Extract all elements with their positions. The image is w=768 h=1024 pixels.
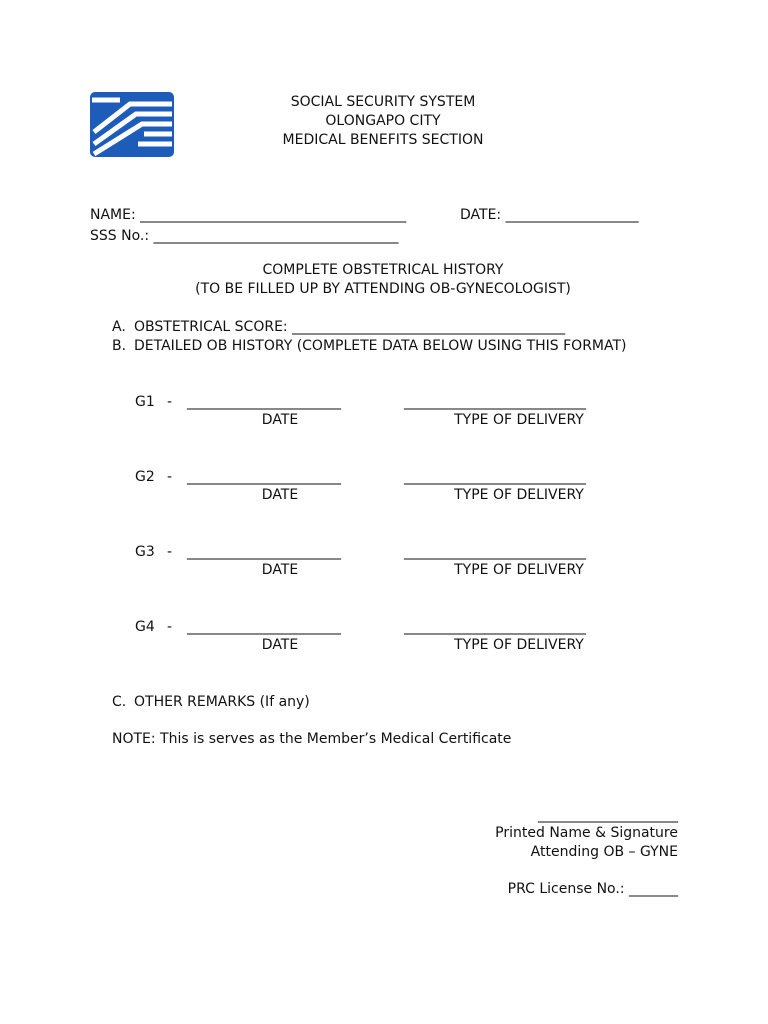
printed-name-caption: Printed Name & Signature [495,825,678,841]
section-c-marker: C. [112,694,127,710]
g4-date-caption: DATE [261,637,299,653]
sss-logo [90,92,174,157]
sss-number-field[interactable]: SSS No.: ___________________________________ [90,228,399,244]
g4-type-line[interactable]: __________________________ [404,619,586,635]
g2-dash: - [167,469,173,485]
header-line-3: MEDICAL BENEFITS SECTION [282,132,484,148]
g4-type-caption: TYPE OF DELIVERY [454,637,584,653]
g3-type-line[interactable]: __________________________ [404,544,586,560]
g2-type-caption: TYPE OF DELIVERY [454,487,584,503]
g1-date-caption: DATE [261,412,299,428]
g1-label: G1 [135,394,155,410]
section-b-marker: B. [112,338,127,354]
g1-dash: - [167,394,173,410]
g3-label: G3 [135,544,155,560]
g1-date-line[interactable]: ______________________ [187,394,341,410]
g2-date-line[interactable]: ______________________ [187,469,341,485]
other-remarks-label: OTHER REMARKS (If any) [134,694,310,710]
g2-label: G2 [135,469,155,485]
section-a-marker: A. [112,319,126,335]
g3-date-line[interactable]: ______________________ [187,544,341,560]
signature-line[interactable]: ____________________ [538,807,678,823]
form-subtitle: (TO BE FILLED UP BY ATTENDING OB-GYNECOLOGIST) [195,281,571,297]
g3-type-caption: TYPE OF DELIVERY [454,562,584,578]
g4-label: G4 [135,619,155,635]
g4-date-line[interactable]: ______________________ [187,619,341,635]
section-b-heading: DETAILED OB HISTORY (COMPLETE DATA BELOW USING THIS FORMAT) [134,338,627,354]
g4-dash: - [167,619,173,635]
header-line-1: SOCIAL SECURITY SYSTEM [290,94,476,110]
g1-type-caption: TYPE OF DELIVERY [454,412,584,428]
g1-type-line[interactable]: __________________________ [404,394,586,410]
g3-date-caption: DATE [261,562,299,578]
note-text: NOTE: This is serves as the Member’s Medical Certificate [112,731,512,747]
prc-license-field[interactable]: PRC License No.: _______ [507,881,678,897]
attending-caption: Attending OB – GYNE [530,844,678,860]
obstetrical-score-field[interactable]: OBSTETRICAL SCORE: _______________________________________ [134,319,566,335]
header-line-2: OLONGAPO CITY [325,113,441,129]
g3-dash: - [167,544,173,560]
g2-date-caption: DATE [261,487,299,503]
name-field[interactable]: NAME: ______________________________________ [90,207,407,223]
date-field[interactable]: DATE: ___________________ [460,207,639,223]
form-title: COMPLETE OBSTETRICAL HISTORY [262,262,504,278]
g2-type-line[interactable]: __________________________ [404,469,586,485]
